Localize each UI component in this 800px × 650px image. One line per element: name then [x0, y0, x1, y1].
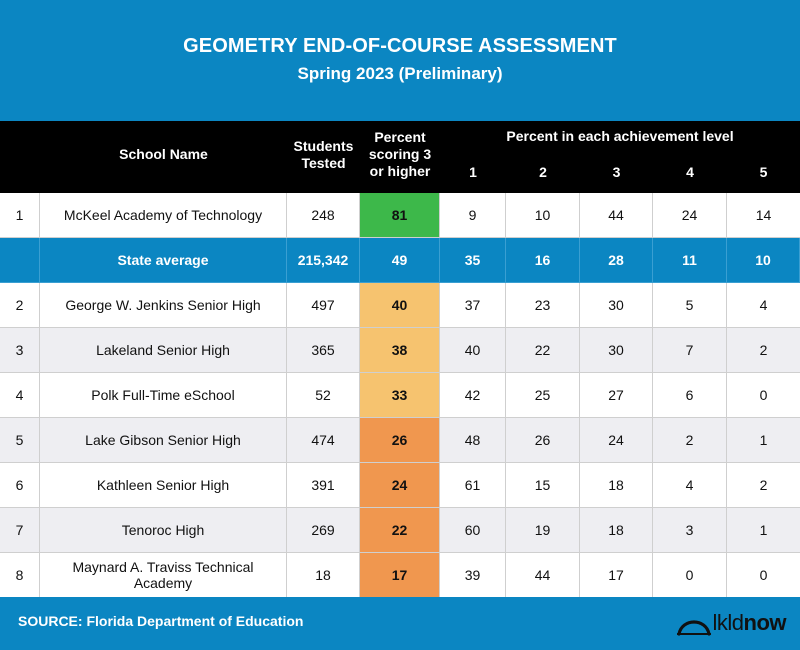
level-5-cell: 1 — [727, 418, 800, 463]
level-4-cell: 0 — [653, 553, 727, 598]
rank-cell: 3 — [0, 328, 40, 373]
level-5-cell: 2 — [727, 328, 800, 373]
state-average-row — [0, 238, 800, 283]
col-students-tested-line1: Students — [293, 138, 354, 154]
school-name-cell: George W. Jenkins Senior High — [40, 283, 287, 328]
school-name-cell: Polk Full-Time eSchool — [40, 373, 287, 418]
level-3-cell: 18 — [580, 508, 653, 553]
students-tested-cell: 497 — [287, 283, 360, 328]
students-tested-cell: 365 — [287, 328, 360, 373]
rank-cell: 4 — [0, 373, 40, 418]
level-2-cell: 15 — [506, 463, 580, 508]
level-3-cell: 30 — [580, 328, 653, 373]
percent-3-plus-cell: 22 — [360, 508, 440, 553]
table-row — [0, 193, 800, 238]
percent-3-plus-cell: 24 — [360, 463, 440, 508]
col-level-2: 2 — [539, 164, 547, 180]
rank-cell: 2 — [0, 283, 40, 328]
school-name-cell: Lakeland Senior High — [40, 328, 287, 373]
level-4-cell: 7 — [653, 328, 727, 373]
students-tested-cell: 269 — [287, 508, 360, 553]
level-4-cell: 4 — [653, 463, 727, 508]
level-4-cell: 24 — [653, 193, 727, 238]
table-row — [0, 508, 800, 553]
percent-3-plus-cell: 40 — [360, 283, 440, 328]
level-5-cell: 0 — [727, 373, 800, 418]
table-row — [0, 328, 800, 373]
students-tested-cell: 18 — [287, 553, 360, 598]
level-2-cell: 19 — [506, 508, 580, 553]
level-2-cell: 16 — [506, 238, 580, 283]
school-name-cell: Lake Gibson Senior High — [40, 418, 287, 463]
logo-wordmark — [712, 610, 786, 636]
school-name-cell: State average — [40, 238, 287, 283]
level-3-cell: 18 — [580, 463, 653, 508]
col-students-tested — [287, 138, 360, 172]
school-name-cell: McKeel Academy of Technology — [40, 193, 287, 238]
col-school-name: School Name — [119, 146, 208, 162]
level-5-cell: 14 — [727, 193, 800, 238]
level-3-cell: 44 — [580, 193, 653, 238]
rank-cell: 6 — [0, 463, 40, 508]
school-name-cell: Maynard A. Traviss Technical Academy — [40, 553, 287, 598]
level-1-cell: 42 — [440, 373, 506, 418]
table-header — [0, 121, 800, 193]
students-tested-cell: 248 — [287, 193, 360, 238]
table-row — [0, 418, 800, 463]
rank-cell: 1 — [0, 193, 40, 238]
level-1-cell: 9 — [440, 193, 506, 238]
level-3-cell: 30 — [580, 283, 653, 328]
col-students-tested-line2: Tested — [301, 155, 346, 171]
students-tested-cell: 215,342 — [287, 238, 360, 283]
level-4-cell: 5 — [653, 283, 727, 328]
percent-3-plus-cell: 38 — [360, 328, 440, 373]
footer-bar — [0, 597, 800, 650]
rank-cell — [0, 238, 40, 283]
percent-3-plus-cell: 26 — [360, 418, 440, 463]
col-percent-scoring — [360, 129, 440, 180]
source-note: SOURCE: Florida Department of Education — [18, 613, 304, 629]
table-row — [0, 553, 800, 598]
level-1-cell: 61 — [440, 463, 506, 508]
level-3-cell: 28 — [580, 238, 653, 283]
level-2-cell: 44 — [506, 553, 580, 598]
rank-cell: 7 — [0, 508, 40, 553]
table-row — [0, 373, 800, 418]
level-1-cell: 35 — [440, 238, 506, 283]
percent-3-plus-cell: 81 — [360, 193, 440, 238]
school-name-cell: Tenoroc High — [40, 508, 287, 553]
level-2-cell: 10 — [506, 193, 580, 238]
arch-icon — [676, 610, 712, 636]
level-3-cell: 24 — [580, 418, 653, 463]
level-1-cell: 37 — [440, 283, 506, 328]
percent-3-plus-cell: 17 — [360, 553, 440, 598]
col-level-3: 3 — [612, 164, 621, 180]
level-2-cell: 26 — [506, 418, 580, 463]
level-2-cell: 22 — [506, 328, 580, 373]
students-tested-cell: 474 — [287, 418, 360, 463]
chart-title: GEOMETRY END-OF-COURSE ASSESSMENT — [183, 35, 617, 57]
level-1-cell: 40 — [440, 328, 506, 373]
level-4-cell: 11 — [653, 238, 727, 283]
logo-wordmark-light: lkld — [712, 610, 744, 635]
level-1-cell: 48 — [440, 418, 506, 463]
level-4-cell: 6 — [653, 373, 727, 418]
percent-3-plus-cell: 33 — [360, 373, 440, 418]
table-row — [0, 283, 800, 328]
lkldnow-logo — [676, 609, 786, 637]
level-2-cell: 23 — [506, 283, 580, 328]
table-row — [0, 463, 800, 508]
col-level-1: 1 — [469, 164, 477, 180]
level-3-cell: 27 — [580, 373, 653, 418]
students-tested-cell: 52 — [287, 373, 360, 418]
rank-cell: 5 — [0, 418, 40, 463]
level-3-cell: 17 — [580, 553, 653, 598]
col-level-4: 4 — [686, 164, 694, 180]
level-5-cell: 1 — [727, 508, 800, 553]
level-4-cell: 3 — [653, 508, 727, 553]
level-5-cell: 2 — [727, 463, 800, 508]
students-tested-cell: 391 — [287, 463, 360, 508]
level-5-cell: 4 — [727, 283, 800, 328]
col-percent-line3: or higher — [369, 163, 431, 179]
rank-cell: 8 — [0, 553, 40, 598]
level-2-cell: 25 — [506, 373, 580, 418]
col-percent-line2: scoring 3 — [368, 146, 432, 162]
chart-subtitle: Spring 2023 (Preliminary) — [297, 64, 503, 83]
school-name-cell: Kathleen Senior High — [40, 463, 287, 508]
header-banner — [0, 0, 800, 121]
col-level-5: 5 — [759, 164, 768, 180]
col-levels-title: Percent in each achievement level — [506, 128, 734, 144]
col-percent-line1: Percent — [374, 129, 426, 145]
level-1-cell: 60 — [440, 508, 506, 553]
level-5-cell: 0 — [727, 553, 800, 598]
percent-3-plus-cell: 49 — [360, 238, 440, 283]
level-4-cell: 2 — [653, 418, 727, 463]
level-5-cell: 10 — [727, 238, 800, 283]
level-1-cell: 39 — [440, 553, 506, 598]
logo-wordmark-bold: now — [743, 610, 786, 635]
